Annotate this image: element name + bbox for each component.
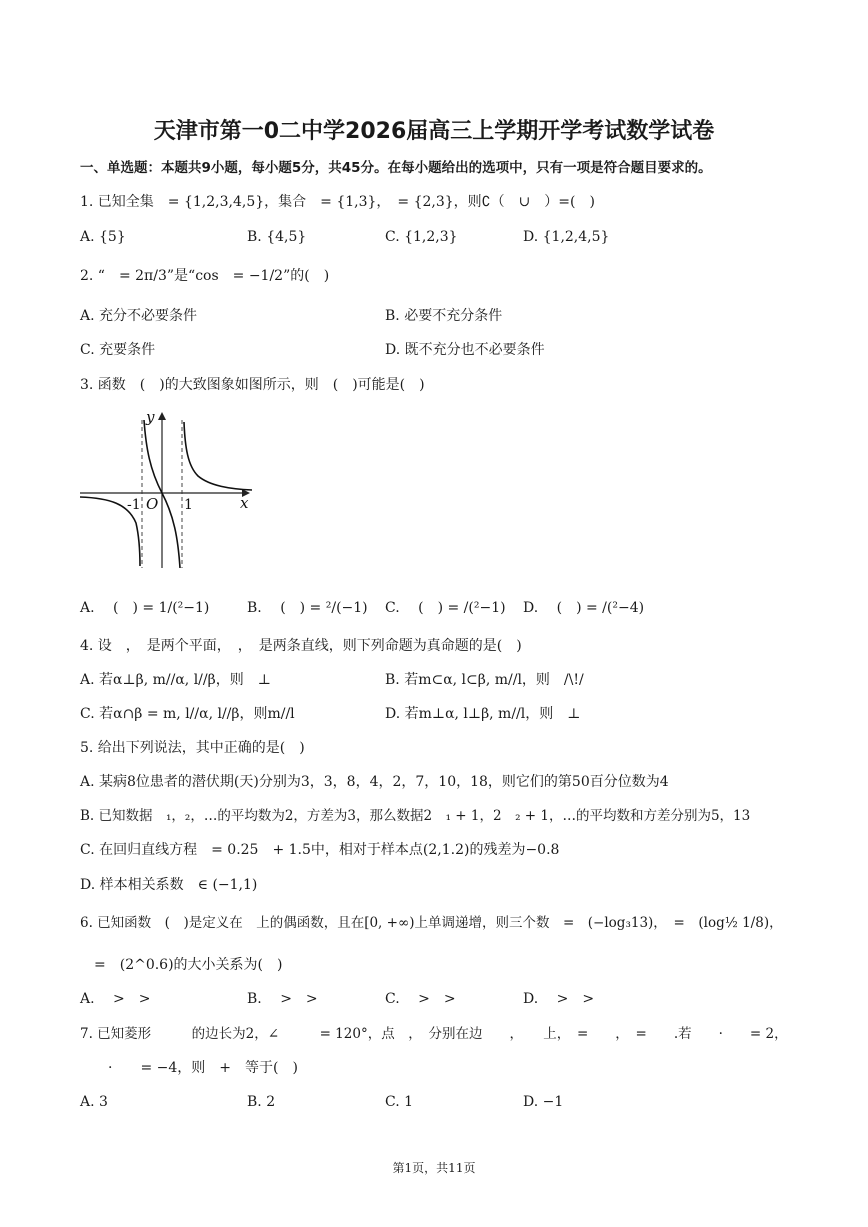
- origin-label: O: [146, 495, 159, 513]
- q5-option-c: C. 在回归直线方程 = 0.25 + 1.5中，相对于样本点(2,1.2)的残差为−0.8: [80, 842, 560, 858]
- q2-stem: 2. “ = 2π/3”是“cos = −1/2”的( ): [80, 268, 330, 284]
- section-header: 一、单选题：本题共9小题，每小题5分，共45分。在每小题给出的选项中，只有一项是符合题目要求的。: [80, 160, 712, 176]
- q4-option-b: B. 若m⊂α, l⊂β, m//l，则 /\!/: [385, 672, 584, 688]
- q1-stem: 1. 已知全集 = {1,2,3,4,5}，集合 = {1,3}， = {2,3}，则∁（ ∪ ）=( ): [80, 194, 595, 210]
- curve-right-branch: [184, 422, 252, 490]
- q6-option-b: B. > >: [247, 991, 318, 1007]
- q5-option-a: A. 某病8位患者的潜伏期(天)分别为3，3，8，4，2，7，10，18，则它们的第50百分位数为4: [80, 774, 669, 790]
- page-title: 天津市第一0二中学2026届高三上学期开学考试数学试卷: [153, 119, 715, 144]
- q6-option-a: A. > >: [80, 991, 151, 1007]
- q1-option-d: D. {1,2,4,5}: [523, 229, 610, 245]
- q6-option-c: C. > >: [385, 991, 456, 1007]
- q7-stem-line2: · = −4，则 + 等于( ): [80, 1060, 298, 1076]
- q1-option-a: A. {5}: [80, 229, 126, 245]
- q7-option-b: B. 2: [247, 1094, 276, 1110]
- q3-option-b: B. ( ) = ²/(−1): [247, 600, 368, 616]
- q4-option-a: A. 若α⊥β, m//α, l//β，则 ⊥: [80, 672, 271, 688]
- x-axis-label: x: [240, 494, 249, 512]
- function-graph: [80, 408, 260, 573]
- q7-stem-line1: 7. 已知菱形 的边长为2，∠ = 120°，点 ， 分别在边 ， 上， = ， = .若 · = 2，: [80, 1026, 788, 1042]
- tick-label-pos-one: 1: [184, 497, 193, 513]
- q4-stem: 4. 设 ， 是两个平面， ， 是两条直线，则下列命题为真命题的是( ): [80, 638, 522, 654]
- q2-option-d: D. 既不充分也不必要条件: [385, 342, 545, 358]
- q6-stem-line2: = (2^0.6)的大小关系为( ): [80, 957, 283, 973]
- q3-stem: 3. 函数 ( )的大致图象如图所示，则 ( )可能是( ): [80, 377, 425, 393]
- q2-option-a: A. 充分不必要条件: [80, 308, 198, 324]
- page-footer: 第1页，共11页: [392, 1161, 476, 1175]
- q3-option-d: D. ( ) = /(²−4): [523, 600, 645, 616]
- q2-option-c: C. 充要条件: [80, 342, 156, 358]
- q7-option-a: A. 3: [80, 1094, 108, 1110]
- q1-option-b: B. {4,5}: [247, 229, 307, 245]
- y-axis-arrow-icon: [158, 412, 166, 420]
- q3-option-a: A. ( ) = 1/(²−1): [80, 600, 210, 616]
- y-axis-label: y: [146, 408, 155, 426]
- q5-stem: 5. 给出下列说法，其中正确的是( ): [80, 740, 305, 756]
- q4-option-c: C. 若α∩β = m, l//α, l//β，则m//l: [80, 706, 295, 722]
- q5-option-d: D. 样本相关系数 ∈ (−1,1): [80, 877, 258, 893]
- q6-stem-line1: 6. 已知函数 ( )是定义在 上的偶函数，且在[0, +∞)上单调递增，则三个数 = (−log₃13)， = (log½ 1/8)，: [80, 915, 783, 931]
- q3-option-c: C. ( ) = /(²−1): [385, 600, 506, 616]
- q5-option-b: B. 已知数据 ₁，₂，…的平均数为2，方差为3，那么数据2 ₁ + 1，2 ₂ + 1，…的平均数和方差分别为5，13: [80, 808, 751, 824]
- q6-option-d: D. > >: [523, 991, 595, 1007]
- tick-label-neg-one: -1: [127, 497, 141, 513]
- q2-option-b: B. 必要不充分条件: [385, 308, 503, 324]
- q4-option-d: D. 若m⊥α, l⊥β, m//l，则 ⊥: [385, 706, 581, 722]
- q7-option-c: C. 1: [385, 1094, 414, 1110]
- q1-option-c: C. {1,2,3}: [385, 229, 458, 245]
- q7-option-d: D. −1: [523, 1094, 564, 1110]
